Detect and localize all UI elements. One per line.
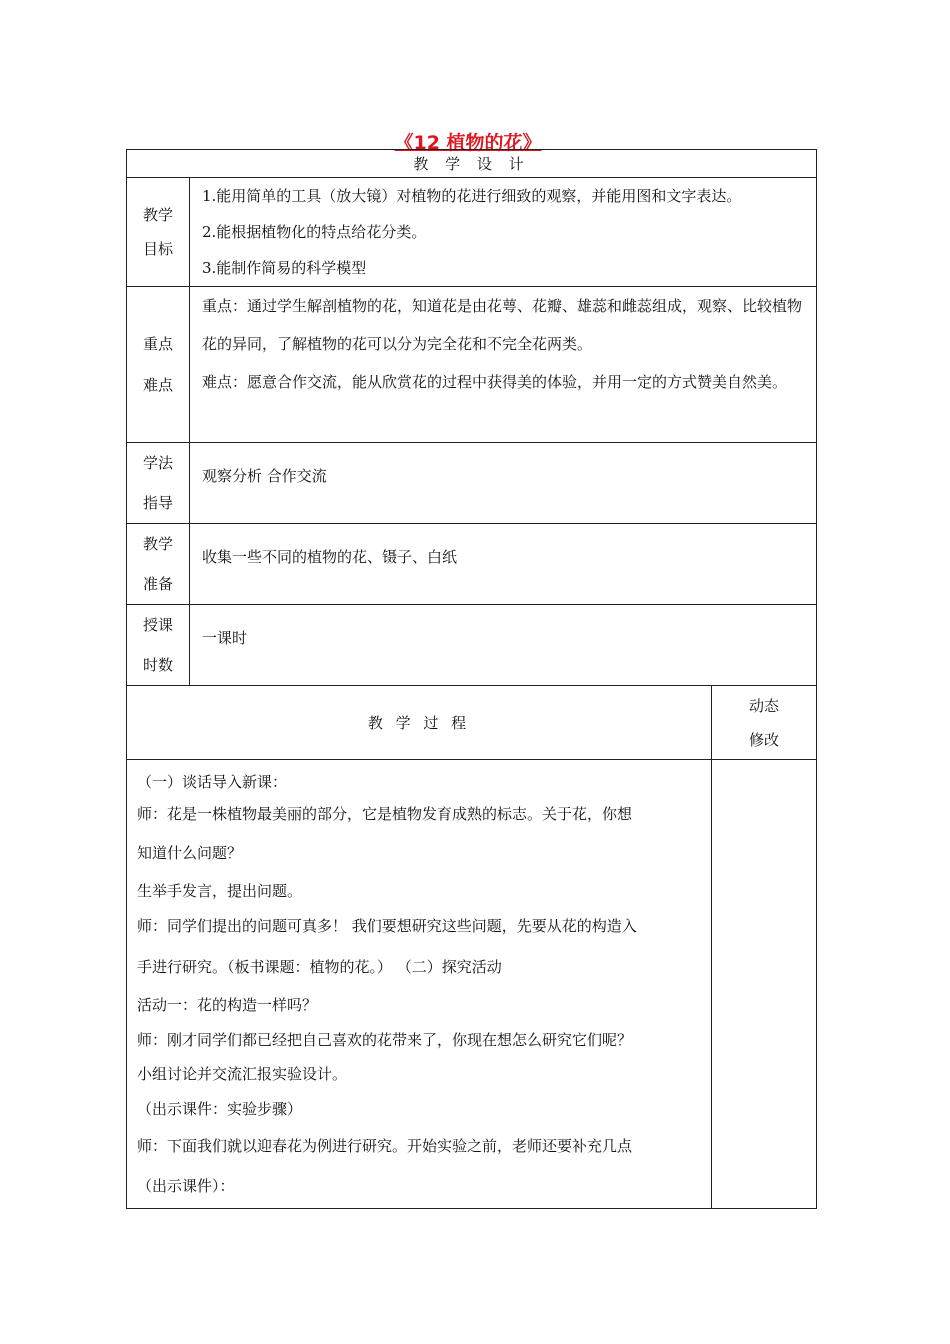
prep-label: 教学 准备 [127,524,190,605]
hours-text: 一课时 [190,605,817,686]
process-line: （一）谈话导入新课： [137,773,288,791]
process-line: 师：下面我们就以迎春花为例进行研究。开始实验之前，老师还要补充几点 [137,1137,633,1155]
process-line: 师：同学们提出的问题可真多！ 我们要想研究这些问题，先要从花的构造入 [137,917,637,935]
objective-item: 1.能用简单的工具（放大镜）对植物的花进行细致的观察，并能用图和文字表达。 [202,187,742,205]
process-line: 知道什么问题？ [137,844,243,862]
dynamic-header: 动态 修改 [712,686,817,760]
method-text: 观察分析 合作交流 [190,443,817,524]
process-header: 教 学 过 程 [127,686,712,760]
objectives-label: 教学 目标 [127,178,190,287]
prep-text: 收集一些不同的植物的花、镊子、白纸 [190,524,817,605]
process-line: 师：刚才同学们都已经把自己喜欢的花带来了，你现在想怎么研究它们呢？ [137,1031,633,1049]
process-line: 师：花是一株植物最美丽的部分，它是植物发育成熟的标志。关于花，你想 [137,805,633,823]
dynamic-notes-cell [712,760,817,1209]
process-line: 手进行研究。（板书课题：植物的花。） （二）探究活动 [137,958,502,976]
lesson-plan-table [126,149,817,1209]
design-header: 教 学 设 计 [127,150,817,178]
process-line: 小组讨论并交流汇报实验设计。 [137,1065,348,1083]
process-line: （出示课件）： [137,1177,235,1195]
document-title: 《12 植物的花》 [394,132,542,154]
process-content [127,760,712,1209]
objectives-content [190,178,817,287]
objective-item: 3.能制作简易的科学模型 [202,259,367,277]
key-point-text: 重点：通过学生解剖植物的花，知道花是由花萼、花瓣、雄蕊和雌蕊组成，观察、比较植物花的异同，了解植物的花可以分为完全花和不完全花两类。 [202,297,803,353]
process-line: 活动一：花的构造一样吗？ [137,996,318,1014]
difficult-point-text: 难点：愿意合作交流，能从欣赏花的过程中获得美的体验，并用一定的方式赞美自然美。 [202,373,788,391]
method-label: 学法 指导 [127,443,190,524]
keypoints-label: 重点 难点 [127,287,190,443]
process-line: 生举手发言，提出问题。 [137,882,303,900]
hours-label: 授课 时数 [127,605,190,686]
objective-item: 2.能根据植物化的特点给花分类。 [202,223,427,241]
keypoints-content [190,287,817,443]
process-line: （出示课件：实验步骤） [137,1100,303,1118]
